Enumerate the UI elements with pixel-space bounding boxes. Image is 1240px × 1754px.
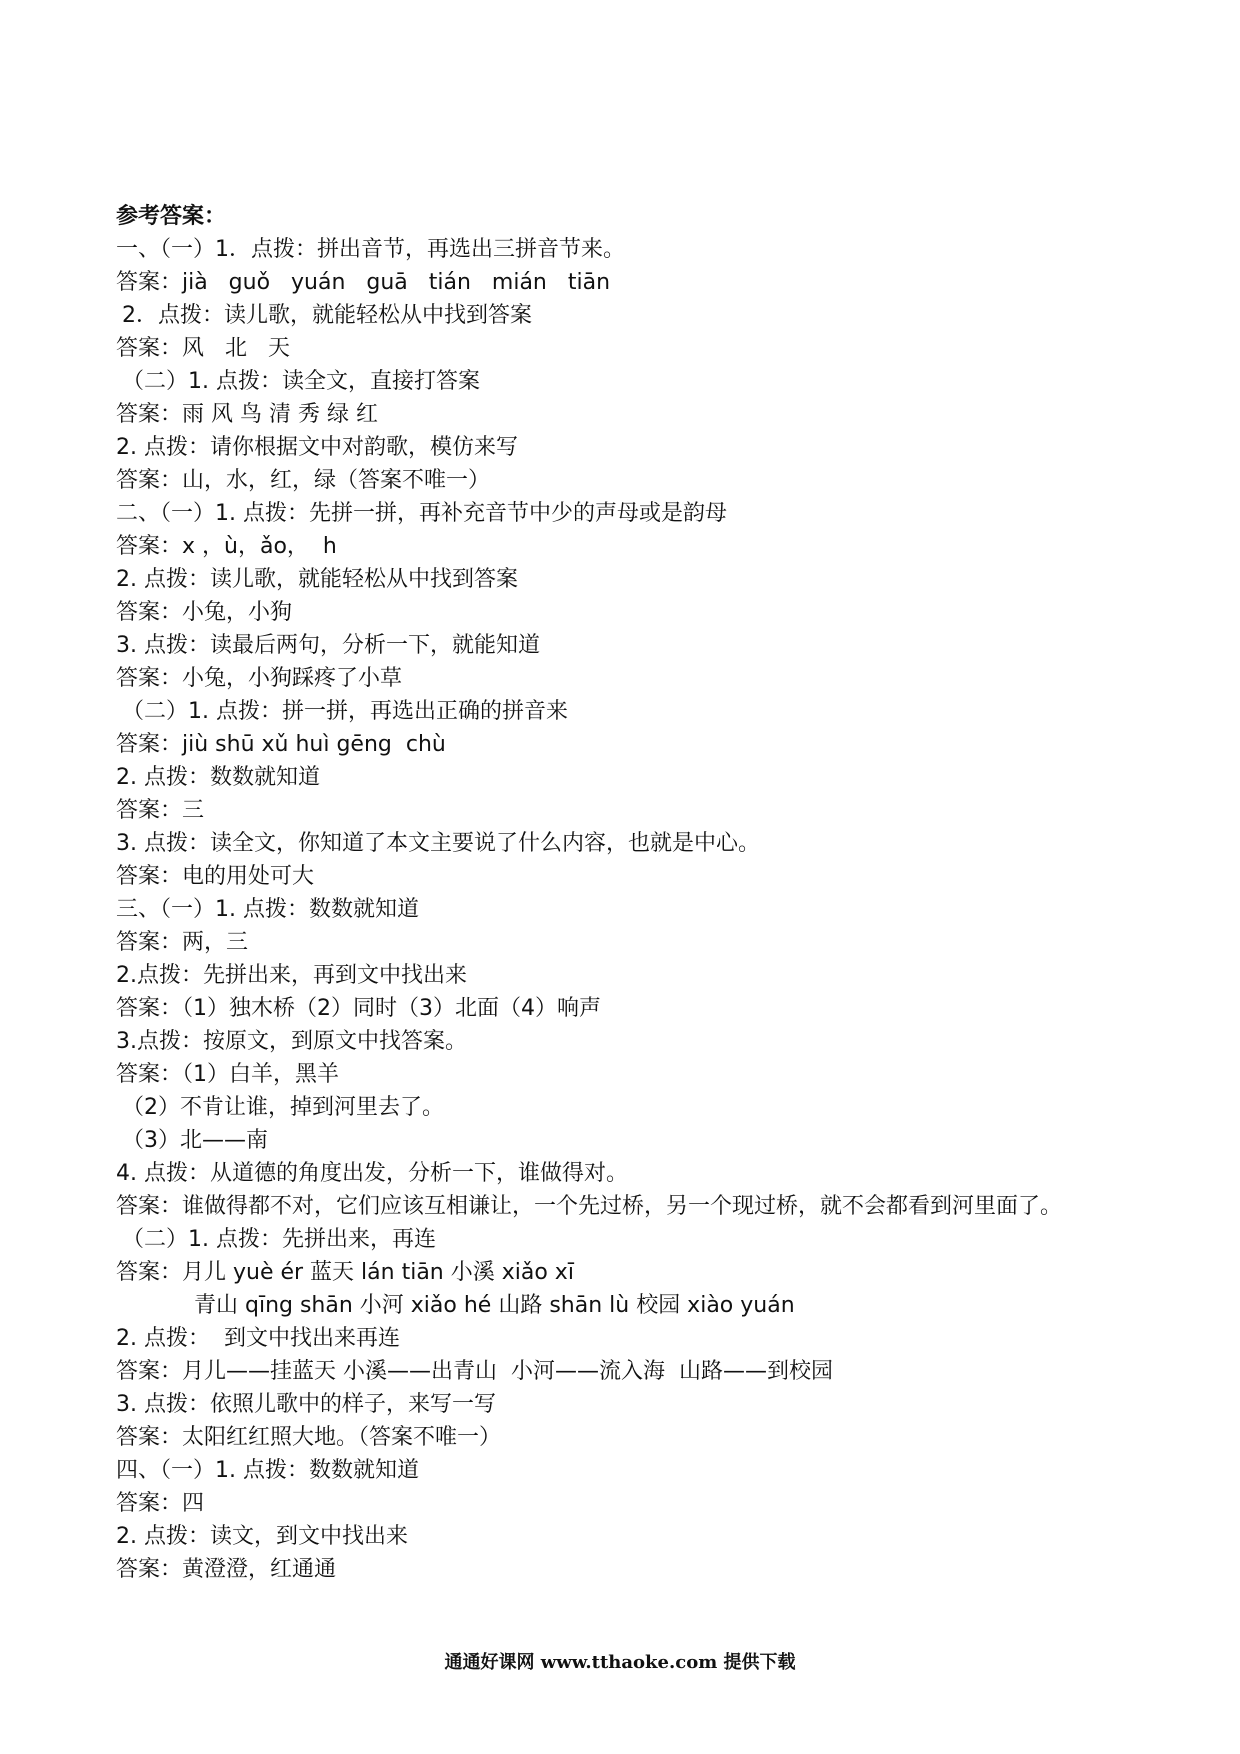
answer-line: 答案：x ，ù，ǎo， h [116,534,337,559]
answer-line: 2. 点拨：读文，到文中找出来 [116,1524,408,1549]
answer-line: 答案：（1）白羊，黑羊 [116,1062,339,1087]
answer-line: 2. 点拨：数数就知道 [116,765,320,790]
answer-line: 答案：风 北 天 [116,336,290,361]
answer-line: 答案：jiù shū xǔ huì gēng chù [116,732,446,757]
answer-line: 3. 点拨：读全文，你知道了本文主要说了什么内容，也就是中心。 [116,831,760,856]
answer-line: 2. 点拨：读儿歌，就能轻松从中找到答案 [116,567,518,592]
answer-line: 一、（一）1．点拨：拼出音节，再选出三拼音节来。 [116,237,625,262]
answer-line: 4. 点拨：从道德的角度出发，分析一下，谁做得对。 [116,1161,628,1186]
answer-line: （2）不肯让谁，掉到河里去了。 [122,1095,444,1120]
answer-line: 2.点拨：先拼出来，再到文中找出来 [116,963,467,988]
answer-line: （3）北——南 [122,1128,268,1153]
answer-line: 答案：jià guǒ yuán guā tián mián tiān [116,270,611,295]
answer-line: 三、（一）1. 点拨：数数就知道 [116,897,419,922]
answer-line: 答案：小兔，小狗踩疼了小草 [116,666,403,691]
answer-line: 答案：山，水，红，绿（答案不唯一） [116,468,491,493]
answer-line: （二）1. 点拨：拼一拼，再选出正确的拼音来 [122,699,568,724]
answer-line: 四、（一）1. 点拨：数数就知道 [116,1458,419,1483]
answer-lines [116,233,1126,1586]
answer-line: 答案：黄澄澄，红通通 [116,1557,337,1582]
answer-line: 青山 qīng shān 小河 xiǎo hé 山路 shān lù 校园 xiào yuán [194,1293,795,1318]
answer-line: 2. 点拨： 到文中找出来再连 [116,1326,400,1351]
answer-line: 2．点拨：读儿歌，就能轻松从中找到答案 [122,303,532,328]
answer-line: 答案：太阳红红照大地。（答案不唯一） [116,1425,502,1450]
footer-credit: 通通好课网 www.tthaoke.com 提供下载 [444,1652,796,1673]
answer-line: 3. 点拨：依照儿歌中的样子，来写一写 [116,1392,496,1417]
answer-line: 答案：月儿 yuè ér 蓝天 lán tiān 小溪 xiǎo xī [116,1260,574,1285]
answer-line: 二、（一）1. 点拨：先拼一拼，再补充音节中少的声母或是韵母 [116,501,727,526]
answer-line: 答案：电的用处可大 [116,864,315,889]
answer-line: （二）1. 点拨：先拼出来，再连 [122,1227,436,1252]
answer-line: 答案：小兔，小狗 [116,600,293,625]
answer-line: 答案：三 [116,798,205,823]
answer-line: 2. 点拨：请你根据文中对韵歌，模仿来写 [116,435,518,460]
answer-line: 答案：两，三 [116,930,249,955]
answer-line: 答案：（1）独木桥（2）同时（3）北面（4）响声 [116,996,601,1021]
answer-line: 3.点拨：按原文，到原文中找答案。 [116,1029,467,1054]
answer-line: 答案：雨 风 鸟 清 秀 绿 红 [116,402,378,427]
answer-line: 3. 点拨：读最后两句，分析一下，就能知道 [116,633,540,658]
answer-line: （二）1. 点拨：读全文，直接打答案 [122,369,480,394]
answer-line: 答案：谁做得都不对，它们应该互相谦让，一个先过桥，另一个现过桥，就不会都看到河里面了。 [116,1194,1063,1219]
document-title: 参考答案： [116,204,227,229]
answer-line: 答案：月儿——挂蓝天 小溪——出青山 小河——流入海 山路——到校园 [116,1359,833,1384]
answer-line: 答案：四 [116,1491,205,1516]
answer-document [116,200,1126,1586]
